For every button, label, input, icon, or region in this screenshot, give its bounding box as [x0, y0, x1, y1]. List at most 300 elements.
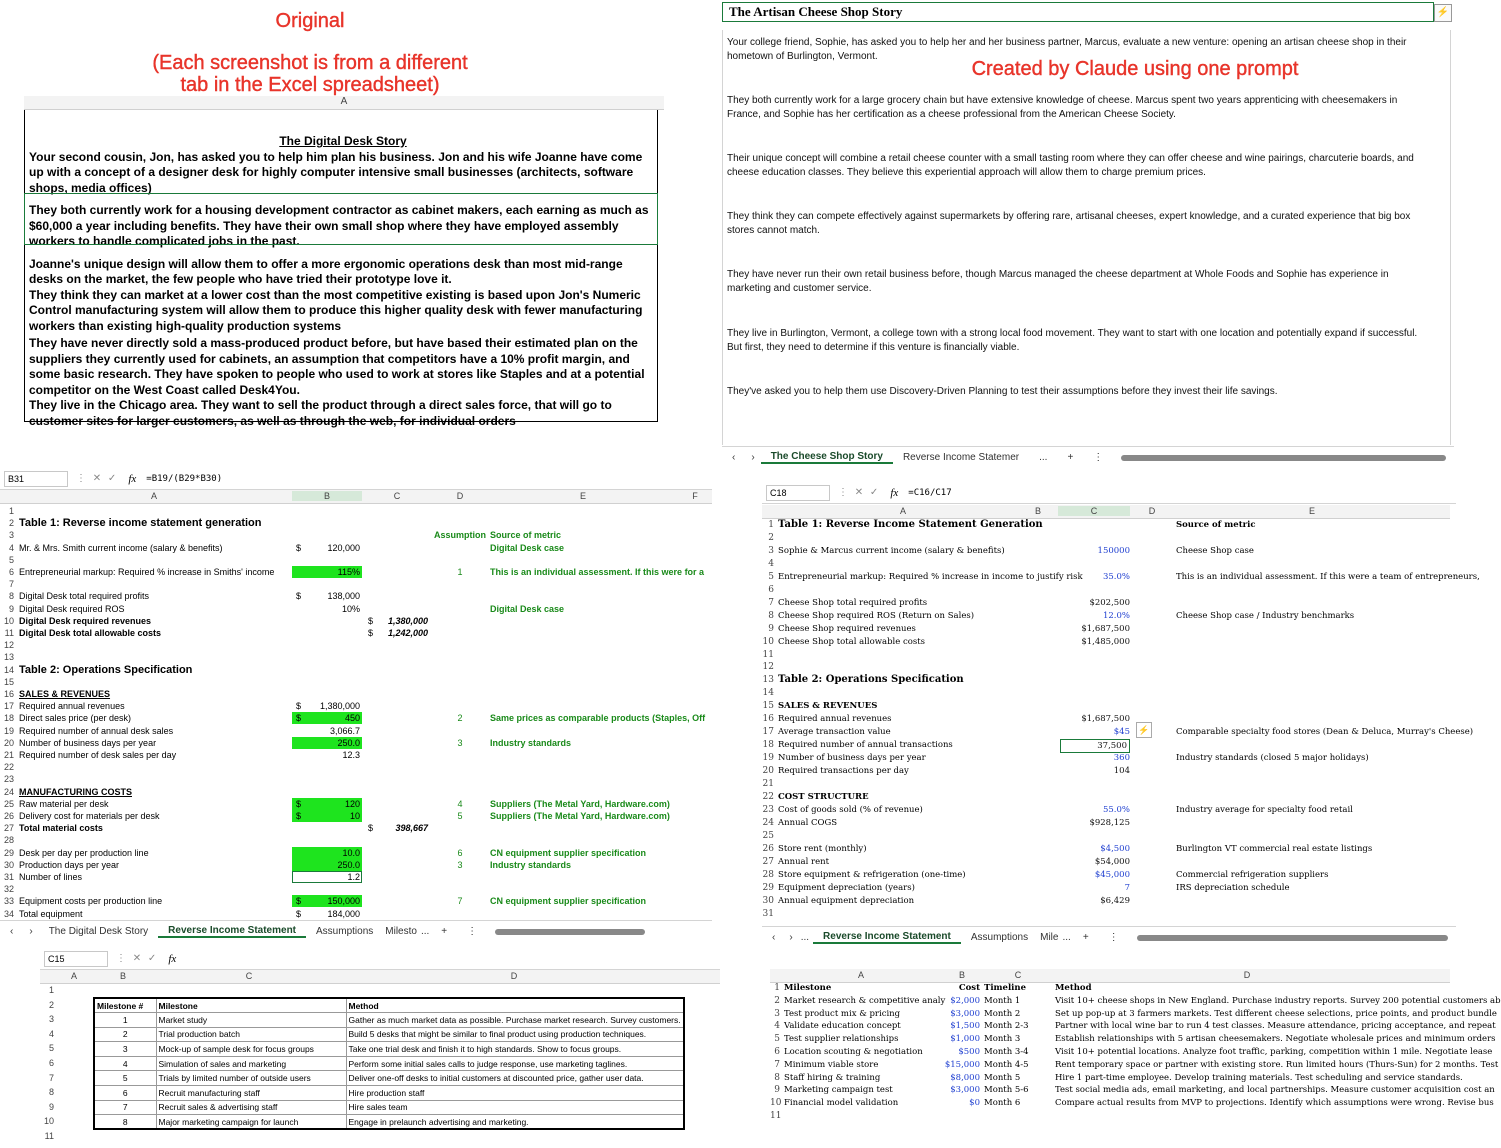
cell-a[interactable]: Total material costs [19, 823, 103, 834]
options-icon[interactable]: ⋮ [1093, 452, 1104, 463]
cell-a[interactable]: Required number of annual transactions [778, 740, 953, 751]
cell[interactable]: Major marketing campaign for launch [156, 1115, 346, 1130]
cell-b[interactable]: 120,000 [327, 542, 360, 553]
row-number[interactable]: 24 [762, 817, 774, 828]
cell[interactable]: Minimum viable store [784, 1059, 879, 1070]
cell-e[interactable]: This is an individual assessment. If this were for a [490, 567, 705, 577]
cell[interactable]: Simulation of sales and marketing [156, 1056, 346, 1071]
cell-d[interactable]: 1 [457, 567, 463, 577]
row-number[interactable]: 11 [4, 628, 14, 638]
column-header-a[interactable]: A [24, 96, 664, 110]
cell[interactable]: Trial production batch [156, 1027, 346, 1042]
nav-prev-icon[interactable]: ‹ [772, 932, 776, 943]
row-number[interactable]: 12 [762, 662, 774, 673]
cell-a[interactable]: Digital Desk total required profits [19, 591, 150, 602]
nav-next-icon[interactable]: › [29, 926, 33, 937]
cell-a[interactable]: Cheese Shop total allowable costs [778, 636, 926, 647]
tab-milestones[interactable]: Milesto [385, 926, 417, 937]
cell[interactable]: Month 5-6 [984, 1085, 1029, 1096]
row-number[interactable]: 18 [762, 740, 774, 751]
cell-a[interactable]: Desk per day per production line [19, 847, 149, 858]
cell-d[interactable]: 4 [457, 798, 463, 809]
header-cell[interactable]: Cost [958, 983, 980, 993]
row-number[interactable]: 3 [768, 545, 774, 556]
col-a[interactable]: A [70, 971, 77, 981]
cell[interactable]: Partner with local wine bar to run 4 test classes. Measure attendance, pricing acceptance, and repeat [1055, 1021, 1496, 1032]
row-number[interactable]: 8 [8, 591, 14, 602]
row-number[interactable]: 29 [762, 882, 774, 893]
row-number[interactable]: 6 [48, 1058, 54, 1068]
cell-e[interactable]: Source of metric [1176, 520, 1256, 530]
header-cell[interactable]: Milestone [784, 983, 832, 993]
options-icon[interactable]: ⋮ [467, 926, 478, 937]
cell-cs[interactable]: $ [368, 628, 374, 638]
cell-b[interactable]: 10.0 [342, 847, 360, 858]
row-number[interactable]: 4 [768, 558, 774, 569]
nav-prev-icon[interactable]: ‹ [10, 926, 14, 937]
row-number[interactable]: 3 [8, 530, 14, 541]
name-box[interactable]: C18 [766, 485, 830, 501]
row-number[interactable]: 9 [8, 603, 14, 614]
cell-a[interactable]: Entrepreneurial markup: Required % increase in income to justify risk [778, 571, 1083, 582]
cell[interactable]: Test supplier relationships [784, 1034, 899, 1045]
cell-c[interactable]: $1,687,500 [1081, 714, 1130, 725]
cell-bs[interactable]: $ [296, 811, 302, 821]
cell[interactable]: Recruit manufacturing staff [156, 1086, 346, 1101]
row-number[interactable]: 23 [3, 774, 14, 785]
col-f[interactable]: F [692, 491, 698, 501]
row-number[interactable]: 16 [762, 714, 774, 725]
col-c[interactable]: C [393, 491, 401, 501]
col-c[interactable]: C [1014, 970, 1022, 980]
cell-a[interactable]: Digital Desk required revenues [19, 615, 152, 626]
cell-bs[interactable]: $ [296, 591, 302, 602]
row-number[interactable]: 4 [774, 1021, 780, 1032]
cell[interactable]: Compare actual results from MVP to projections. Identify which assumptions were wrong. Revise bus [1055, 1098, 1494, 1109]
cell-c[interactable]: $1,485,000 [1081, 636, 1130, 647]
cell[interactable]: Month 2-3 [984, 1021, 1029, 1032]
row-number[interactable]: 29 [3, 847, 14, 858]
cell-d[interactable]: 2 [457, 713, 463, 724]
col-b[interactable]: B [1034, 506, 1041, 516]
cell-b[interactable]: 10% [341, 603, 360, 614]
cell[interactable]: Deliver one-off desks to initial customers at discounted price, gather user data. [346, 1071, 684, 1086]
cell-a[interactable]: Required annual revenues [19, 701, 125, 712]
row-number[interactable]: 11 [762, 649, 774, 660]
row-number[interactable]: 6 [774, 1047, 780, 1057]
cell[interactable]: Test product mix & pricing [784, 1008, 901, 1019]
cell[interactable]: Market research & competitive analy [784, 995, 946, 1006]
cell-a[interactable]: Required number of annual desk sales [19, 725, 174, 736]
cell-c[interactable]: 104 [1113, 766, 1130, 777]
cell-b[interactable]: 1,380,000 [319, 701, 360, 712]
cell-a[interactable]: Direct sales price (per desk) [19, 713, 132, 724]
quick-analysis-icon[interactable]: ⚡ [1136, 722, 1152, 738]
cell-a[interactable]: Store equipment & refrigeration (one-time) [778, 869, 966, 880]
formula-input[interactable]: =C16/C17 [908, 487, 952, 498]
cell-b[interactable]: 120 [344, 798, 360, 809]
cell-c[interactable]: $54,000 [1094, 856, 1130, 867]
cell[interactable]: Month 1 [984, 995, 1021, 1006]
cell-c[interactable]: $202,500 [1089, 597, 1130, 608]
more-tabs-icon[interactable]: ... [800, 932, 810, 943]
row-number[interactable]: 14 [3, 664, 14, 675]
cell-b[interactable]: 150,000 [327, 896, 360, 907]
cell[interactable]: Marketing campaign test [784, 1085, 893, 1096]
name-box[interactable]: C15 [44, 951, 108, 967]
cell-a[interactable]: Annual equipment depreciation [778, 895, 915, 906]
row-number[interactable]: 3 [48, 1014, 54, 1025]
cell[interactable]: Engage in prelaunch advertising and marketing. [346, 1115, 684, 1130]
row-number[interactable]: 26 [3, 811, 14, 821]
cell-c[interactable]: $928,125 [1089, 817, 1130, 828]
row-number[interactable]: 8 [48, 1087, 54, 1098]
row-number[interactable]: 8 [774, 1072, 780, 1083]
row-number[interactable]: 15 [762, 701, 774, 712]
cell[interactable]: Validate education concept [784, 1021, 901, 1032]
cell[interactable]: Market study [156, 1013, 346, 1028]
cell-d[interactable]: 6 [457, 847, 463, 858]
cell-a[interactable]: SALES & REVENUES [19, 689, 111, 699]
cell-bs[interactable]: $ [296, 713, 302, 724]
row-number[interactable]: 4 [8, 542, 14, 553]
cell[interactable]: 2 [94, 1027, 156, 1042]
cell-e[interactable]: IRS depreciation schedule [1176, 882, 1290, 893]
cell-c[interactable]: 1,380,000 [387, 615, 428, 626]
cell-a[interactable]: Required annual revenues [778, 714, 892, 725]
row-number[interactable]: 18 [3, 713, 14, 724]
cell[interactable]: Month 3 [984, 1034, 1021, 1045]
row-number[interactable]: 1 [774, 983, 780, 993]
col-a[interactable]: A [899, 506, 906, 516]
cell-a[interactable]: Table 2: Operations Specification [778, 674, 964, 686]
cell-b[interactable]: 10 [349, 811, 360, 821]
cell-c[interactable]: $1,687,500 [1081, 623, 1130, 634]
row-number[interactable]: 8 [768, 610, 774, 621]
row-number[interactable]: 2 [48, 999, 54, 1010]
cell-d[interactable]: 3 [457, 859, 463, 870]
quick-analysis-icon[interactable]: ⚡ [1434, 4, 1452, 22]
row-number[interactable]: 5 [48, 1043, 54, 1054]
tab-reverse-income[interactable]: Reverse Income Statement [813, 931, 961, 944]
nav-prev-icon[interactable]: ‹ [732, 452, 736, 463]
row-number[interactable]: 10 [762, 636, 774, 647]
col-c[interactable]: C [1058, 506, 1130, 516]
cell-e[interactable]: Commercial refrigeration suppliers [1176, 869, 1329, 880]
row-number[interactable]: 21 [3, 750, 14, 760]
cell-e[interactable]: Comparable specialty food stores (Dean & Deluca, Murray's Cheese) [1176, 727, 1474, 738]
cell-a[interactable]: Mr. & Mrs. Smith current income (salary & benefits) [19, 542, 223, 553]
row-number[interactable]: 6 [8, 567, 14, 577]
cell-c[interactable]: 1,242,000 [387, 628, 428, 638]
cell-e[interactable]: Digital Desk case [490, 542, 565, 553]
cell[interactable]: $1,000 [950, 1034, 980, 1045]
cell-b[interactable]: 184,000 [327, 908, 360, 919]
cell-c[interactable]: $45 [1113, 727, 1130, 738]
cell[interactable]: Month 6 [984, 1098, 1021, 1109]
cell-e[interactable]: Burlington VT commercial real estate listings [1176, 843, 1373, 854]
more-tabs-icon[interactable]: ... [1039, 452, 1048, 463]
cell-a[interactable]: MANUFACTURING COSTS [19, 786, 132, 797]
cell-a[interactable]: Digital Desk total allowable costs [19, 628, 162, 638]
cell[interactable]: $15,000 [944, 1059, 980, 1070]
row-number[interactable]: 6 [768, 584, 774, 595]
cell-c[interactable]: 55.0% [1102, 804, 1130, 815]
cell[interactable]: Hire sales team [346, 1100, 684, 1115]
cell-c[interactable]: 37,500 [1060, 739, 1130, 753]
cell-d[interactable]: 3 [457, 737, 463, 748]
cell-a[interactable]: Number of business days per year [19, 737, 157, 748]
row-number[interactable]: 9 [774, 1085, 780, 1096]
cell-e[interactable]: Digital Desk case [490, 603, 565, 614]
row-number[interactable]: 2 [768, 532, 774, 543]
row-number[interactable]: 27 [762, 856, 774, 867]
row-number[interactable]: 25 [3, 798, 14, 809]
cell[interactable]: Hire production staff [346, 1086, 684, 1101]
cell[interactable]: Take one trial desk and finish it to high standards. Show to focus groups. [346, 1042, 684, 1057]
cell-b[interactable]: 250.0 [337, 859, 360, 870]
cheese-story-title[interactable]: The Artisan Cheese Shop Story [722, 2, 1434, 22]
cell-bs[interactable]: $ [296, 798, 302, 809]
cell-e[interactable]: Suppliers (The Metal Yard, Hardware.com) [490, 811, 670, 821]
add-sheet-icon[interactable]: + [1082, 932, 1089, 943]
cell-a[interactable]: Number of lines [19, 872, 83, 882]
row-number[interactable]: 10 [770, 1098, 782, 1109]
cell[interactable]: $0 [969, 1098, 980, 1109]
cell-c[interactable]: 12.0% [1102, 610, 1130, 621]
row-number[interactable]: 22 [762, 791, 774, 802]
cell[interactable]: Establish relationships with 5 artisan cheesemakers. Negotiate wholesale prices and minimum orders [1055, 1034, 1496, 1045]
name-box[interactable]: B31 [4, 471, 68, 487]
cell-e[interactable]: CN equipment supplier specification [490, 896, 647, 907]
cell-e[interactable]: Industry standards [490, 737, 572, 748]
cell-a[interactable]: Store rent (monthly) [778, 843, 867, 854]
cell[interactable]: Perform some initial sales calls to judge response, use marketing taglines. [346, 1056, 684, 1071]
cell-e[interactable]: Suppliers (The Metal Yard, Hardware.com) [490, 798, 670, 809]
cell[interactable]: 6 [94, 1086, 156, 1101]
col-b[interactable]: B [119, 971, 126, 981]
cell[interactable]: Month 3-4 [984, 1047, 1029, 1057]
row-number[interactable]: 25 [762, 830, 774, 841]
row-number[interactable]: 20 [3, 737, 14, 748]
cell[interactable]: $1,500 [950, 1021, 980, 1032]
row-number[interactable]: 19 [3, 725, 14, 736]
row-number[interactable]: 24 [3, 786, 14, 797]
cell-e[interactable]: Industry standards (closed 5 major holidays) [1176, 753, 1369, 764]
cell-a[interactable]: Cheese Shop required revenues [778, 623, 916, 634]
row-number[interactable]: 2 [8, 518, 14, 529]
cell-e[interactable]: Source of metric [490, 530, 562, 541]
row-number[interactable]: 17 [3, 701, 14, 712]
row-number[interactable]: 28 [3, 835, 14, 846]
cell[interactable]: $3,000 [950, 1008, 980, 1019]
cell-e[interactable]: CN equipment supplier specification [490, 847, 647, 858]
row-number[interactable]: 34 [3, 908, 14, 919]
col-b[interactable]: B [292, 491, 362, 501]
cell-c[interactable]: $4,500 [1100, 843, 1130, 854]
cell-e[interactable]: Industry standards [490, 859, 572, 870]
cell-a[interactable]: Digital Desk required ROS [19, 603, 125, 614]
tab-digital-story[interactable]: The Digital Desk Story [48, 926, 149, 937]
row-number[interactable]: 7 [768, 597, 774, 608]
tab-assumptions[interactable]: Assumptions [970, 932, 1029, 943]
cell-c[interactable]: 398,667 [395, 823, 428, 834]
row-number[interactable]: 20 [762, 766, 774, 777]
row-number[interactable]: 22 [3, 762, 14, 773]
row-number[interactable]: 10 [43, 1116, 54, 1127]
cell-a[interactable]: Delivery cost for materials per desk [19, 811, 160, 821]
cell[interactable]: Hire 1 part-time employee. Develop training materials. Test scheduling and service standards. [1055, 1072, 1463, 1083]
row-number[interactable]: 1 [48, 985, 54, 995]
row-number[interactable]: 7 [48, 1072, 54, 1083]
add-sheet-icon[interactable]: + [441, 926, 448, 937]
nav-next-icon[interactable]: › [789, 932, 793, 943]
header-cell[interactable]: Timeline [984, 983, 1027, 993]
cell-e[interactable]: Cheese Shop case [1176, 545, 1254, 556]
cell-e[interactable]: Industry average for specialty food retail [1176, 804, 1353, 815]
row-number[interactable]: 15 [3, 676, 14, 687]
col-a[interactable]: A [857, 970, 864, 980]
row-number[interactable]: 26 [762, 843, 774, 854]
header-cell[interactable]: Milestone # [94, 998, 156, 1013]
horizontal-scrollbar[interactable] [495, 929, 645, 935]
row-number[interactable]: 5 [774, 1034, 780, 1045]
row-number[interactable]: 3 [774, 1008, 780, 1019]
cell-b[interactable]: 3,066.7 [329, 725, 360, 736]
row-number[interactable]: 31 [762, 908, 774, 919]
col-d[interactable]: D [1148, 506, 1156, 516]
row-number[interactable]: 13 [3, 652, 14, 663]
nav-next-icon[interactable]: › [751, 452, 755, 463]
row-number[interactable]: 9 [48, 1101, 54, 1112]
cell-a[interactable]: Equipment depreciation (years) [778, 882, 915, 893]
cell[interactable]: 5 [94, 1071, 156, 1086]
row-number[interactable]: 33 [3, 896, 14, 907]
cell[interactable]: Recruit sales & advertising staff [156, 1100, 346, 1115]
cell[interactable]: Month 4-5 [984, 1059, 1029, 1070]
cell-c[interactable]: 150000 [1097, 545, 1130, 556]
row-number[interactable]: 1 [768, 520, 774, 530]
cell-a[interactable]: Table 2: Operations Specification [19, 663, 193, 676]
horizontal-scrollbar[interactable] [1137, 935, 1448, 941]
cell[interactable]: Visit 10+ cheese shops in New England. Purchase industry reports. Survey 200 potential customers ab [1055, 995, 1501, 1006]
cell-b[interactable]: 12.3 [342, 750, 360, 760]
row-number[interactable]: 1 [8, 506, 14, 516]
tab-milestones[interactable]: Mile [1040, 932, 1059, 943]
row-number[interactable]: 17 [762, 727, 774, 738]
tab-assumptions[interactable]: Assumptions [316, 926, 374, 937]
cell-c[interactable]: 360 [1113, 753, 1130, 764]
cell-a[interactable]: Average transaction value [778, 727, 891, 738]
cell[interactable]: $8,000 [950, 1072, 980, 1083]
cell[interactable]: 1 [94, 1013, 156, 1028]
cell[interactable]: $2,000 [950, 995, 980, 1006]
cell-e[interactable]: Cheese Shop case / Industry benchmarks [1176, 610, 1355, 621]
cell-a[interactable]: Entrepreneurial markup: Required % increase in Smiths' income [19, 567, 275, 577]
cell[interactable]: Test social media ads, email marketing, and local partnerships. Measure customer acquisition cost an [1055, 1085, 1495, 1096]
cell-c[interactable]: 35.0% [1102, 571, 1130, 582]
cell[interactable]: Month 2 [984, 1008, 1021, 1019]
cell-a[interactable]: Equipment costs per production line [19, 896, 163, 907]
header-cell[interactable]: Method [1055, 983, 1092, 993]
cell[interactable]: Mock-up of sample desk for focus groups [156, 1042, 346, 1057]
cell-d[interactable]: Assumption [433, 530, 486, 541]
row-number[interactable]: 27 [3, 823, 14, 834]
cell[interactable]: Trials by limited number of outside users [156, 1071, 346, 1086]
cell-a[interactable]: Cost of goods sold (% of revenue) [778, 804, 923, 815]
row-number[interactable]: 11 [770, 1111, 782, 1121]
cell-b[interactable]: 450 [344, 713, 360, 724]
cell-a[interactable]: Annual rent [778, 856, 830, 867]
cell-a[interactable]: Required transactions per day [778, 766, 909, 777]
cell-b[interactable]: 138,000 [327, 591, 360, 602]
row-number[interactable]: 7 [8, 579, 14, 590]
add-sheet-icon[interactable]: + [1067, 452, 1074, 463]
cell-a[interactable]: Number of business days per year [778, 753, 926, 764]
cell-a[interactable]: Total equipment [19, 908, 83, 919]
col-d[interactable]: D [1243, 970, 1251, 980]
row-number[interactable]: 21 [762, 779, 774, 789]
cell-c[interactable]: 7 [1124, 882, 1130, 893]
cell[interactable]: Build 5 desks that might be similar to final product using production techniques. [346, 1027, 684, 1042]
col-e[interactable]: E [579, 491, 586, 501]
cell-a[interactable]: Cheese Shop required ROS (Return on Sales) [778, 610, 975, 621]
cell[interactable]: Location scouting & negotiation [784, 1047, 923, 1057]
cell-a[interactable]: Cheese Shop total required profits [778, 597, 928, 608]
row-number[interactable]: 5 [8, 554, 14, 565]
header-cell[interactable]: Method [346, 998, 684, 1013]
row-number[interactable]: 9 [768, 623, 774, 634]
horizontal-scrollbar[interactable] [1121, 455, 1446, 461]
cell-d[interactable]: 7 [457, 896, 463, 907]
cell-e[interactable]: Same prices as comparable products (Staples, Off [490, 713, 706, 724]
row-number[interactable]: 5 [768, 571, 774, 582]
cell-bs[interactable]: $ [296, 896, 302, 907]
cell-a[interactable]: Sophie & Marcus current income (salary & benefits) [778, 545, 1005, 556]
cell[interactable]: Set up pop-up at 3 farmers markets. Test different cheese selections, price points, and product bundle [1055, 1008, 1497, 1019]
cell[interactable]: Rent temporary space or partner with existing store. Run limited hours (Thurs-Sun) for 2 months. Test [1055, 1059, 1499, 1070]
cell[interactable]: $500 [958, 1047, 980, 1057]
cell-a[interactable]: SALES & REVENUES [778, 701, 878, 712]
cell-a[interactable]: Table 1: Reverse Income Statement Generation [778, 519, 1043, 530]
cell-b[interactable]: 1.2 [347, 872, 360, 882]
cell-d[interactable]: 5 [457, 811, 463, 821]
cell[interactable]: Visit 10+ potential locations. Analyze foot traffic, parking, competition within 1 mile. Negotiate lease [1055, 1047, 1493, 1057]
row-number[interactable]: 30 [3, 859, 14, 870]
tab-reverse-income[interactable]: Reverse Income Statemer [902, 452, 1020, 463]
row-number[interactable]: 16 [3, 689, 14, 699]
cell[interactable]: 8 [94, 1115, 156, 1130]
row-number[interactable]: 7 [774, 1059, 780, 1070]
cell[interactable]: 4 [94, 1056, 156, 1071]
cell-a[interactable]: Raw material per desk [19, 798, 109, 809]
more-tabs-icon[interactable]: ... [1062, 932, 1071, 943]
cell-b[interactable]: 115% [337, 567, 360, 577]
cell[interactable]: 7 [94, 1100, 156, 1115]
row-number[interactable]: 11 [44, 1131, 54, 1141]
cell-bs[interactable]: $ [296, 542, 302, 553]
row-number[interactable]: 19 [762, 753, 774, 764]
col-b[interactable]: B [958, 970, 965, 980]
col-a[interactable]: A [150, 491, 157, 501]
row-number[interactable]: 23 [762, 804, 774, 815]
row-number[interactable]: 31 [3, 872, 14, 882]
header-cell[interactable]: Milestone [156, 998, 346, 1013]
cell-bs[interactable]: $ [296, 701, 302, 712]
cell-a[interactable]: COST STRUCTURE [778, 791, 869, 802]
cell-c[interactable]: $6,429 [1100, 895, 1130, 906]
cell-e[interactable]: This is an individual assessment. If this were a team of entrepreneurs, [1176, 571, 1480, 582]
